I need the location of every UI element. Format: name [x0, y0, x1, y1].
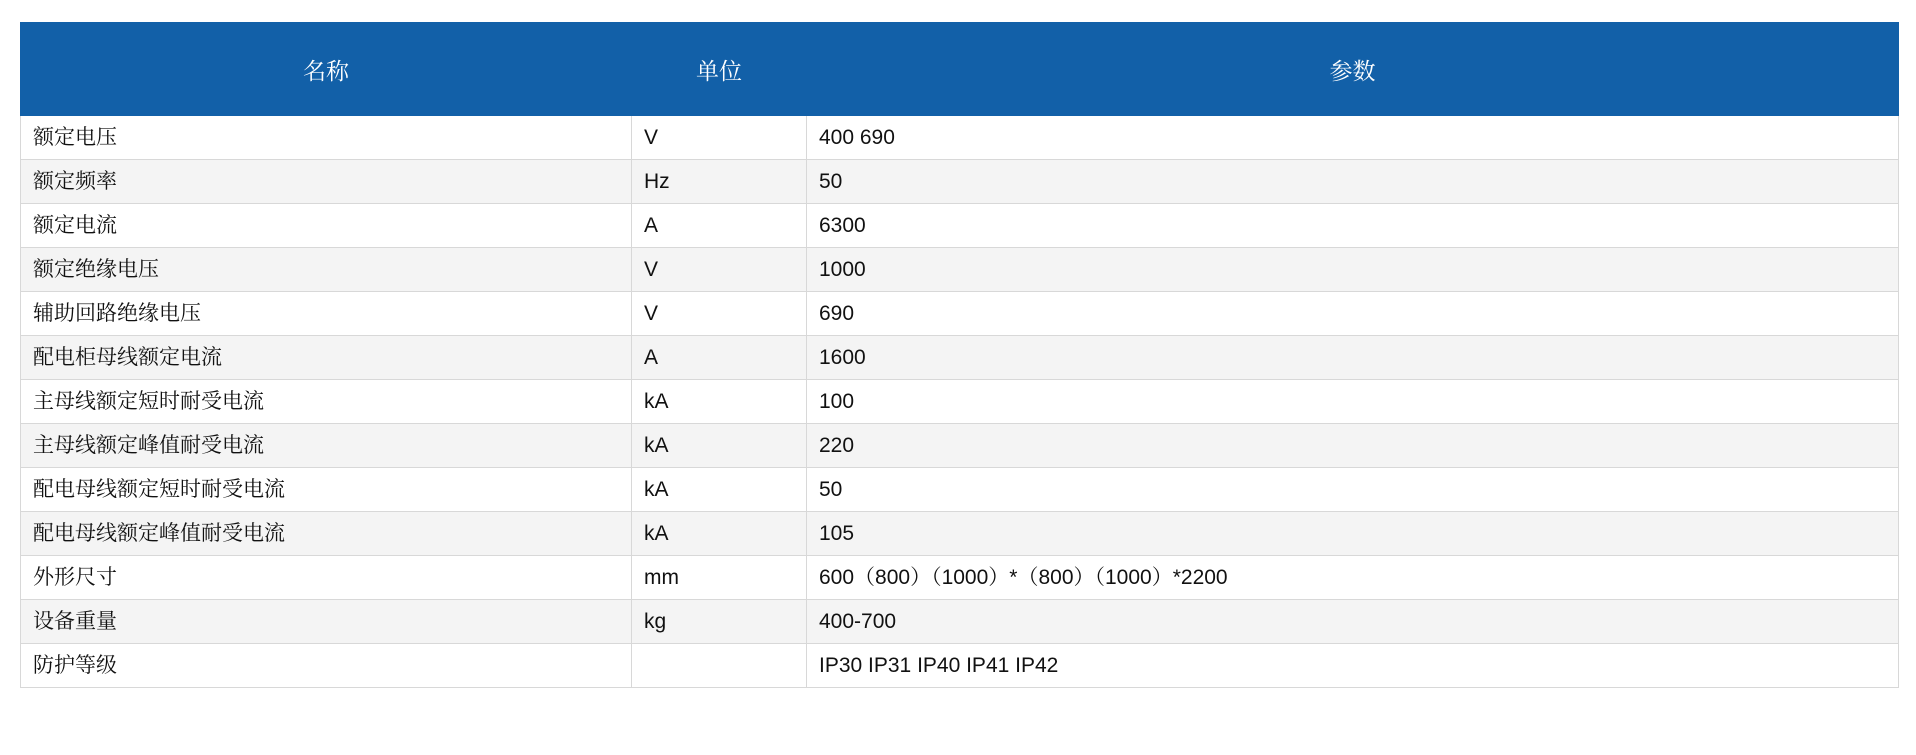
cell-name: 配电母线额定峰值耐受电流 — [21, 512, 632, 556]
cell-name: 配电母线额定短时耐受电流 — [21, 468, 632, 512]
table-row — [21, 424, 1899, 468]
cell-unit: kg — [632, 600, 807, 644]
cell-name: 配电柜母线额定电流 — [21, 336, 632, 380]
table-body — [21, 116, 1899, 688]
column-header-name: 名称 — [21, 23, 632, 116]
table-row — [21, 600, 1899, 644]
table-row — [21, 116, 1899, 160]
table-row — [21, 644, 1899, 688]
cell-param: 600（800）（1000）*（800）（1000）*2200 — [807, 556, 1899, 600]
cell-param: 100 — [807, 380, 1899, 424]
cell-name: 外形尺寸 — [21, 556, 632, 600]
column-header-param: 参数 — [807, 23, 1899, 116]
cell-param: IP30 IP31 IP40 IP41 IP42 — [807, 644, 1899, 688]
table-header — [21, 23, 1899, 116]
cell-name: 设备重量 — [21, 600, 632, 644]
cell-name: 主母线额定短时耐受电流 — [21, 380, 632, 424]
cell-name: 额定频率 — [21, 160, 632, 204]
specification-table — [20, 22, 1899, 688]
cell-unit: kA — [632, 512, 807, 556]
table-row — [21, 380, 1899, 424]
cell-param: 6300 — [807, 204, 1899, 248]
cell-name: 主母线额定峰值耐受电流 — [21, 424, 632, 468]
cell-name: 额定电压 — [21, 116, 632, 160]
table-row — [21, 468, 1899, 512]
cell-param: 105 — [807, 512, 1899, 556]
cell-unit — [632, 644, 807, 688]
table-row — [21, 160, 1899, 204]
cell-name: 防护等级 — [21, 644, 632, 688]
cell-unit: V — [632, 116, 807, 160]
cell-unit: kA — [632, 468, 807, 512]
table-row — [21, 512, 1899, 556]
cell-param: 690 — [807, 292, 1899, 336]
table-row — [21, 204, 1899, 248]
cell-unit: Hz — [632, 160, 807, 204]
table-row — [21, 336, 1899, 380]
cell-param: 400-700 — [807, 600, 1899, 644]
cell-unit: kA — [632, 424, 807, 468]
table-row — [21, 556, 1899, 600]
cell-unit: A — [632, 336, 807, 380]
table-row — [21, 248, 1899, 292]
cell-unit: mm — [632, 556, 807, 600]
table-row — [21, 292, 1899, 336]
cell-param: 1000 — [807, 248, 1899, 292]
table-header-row — [21, 23, 1899, 116]
cell-name: 额定绝缘电压 — [21, 248, 632, 292]
cell-unit: kA — [632, 380, 807, 424]
cell-param: 50 — [807, 160, 1899, 204]
cell-unit: V — [632, 248, 807, 292]
cell-param: 1600 — [807, 336, 1899, 380]
cell-param: 400 690 — [807, 116, 1899, 160]
column-header-unit: 单位 — [632, 23, 807, 116]
cell-param: 50 — [807, 468, 1899, 512]
cell-name: 额定电流 — [21, 204, 632, 248]
cell-name: 辅助回路绝缘电压 — [21, 292, 632, 336]
cell-unit: V — [632, 292, 807, 336]
cell-param: 220 — [807, 424, 1899, 468]
cell-unit: A — [632, 204, 807, 248]
